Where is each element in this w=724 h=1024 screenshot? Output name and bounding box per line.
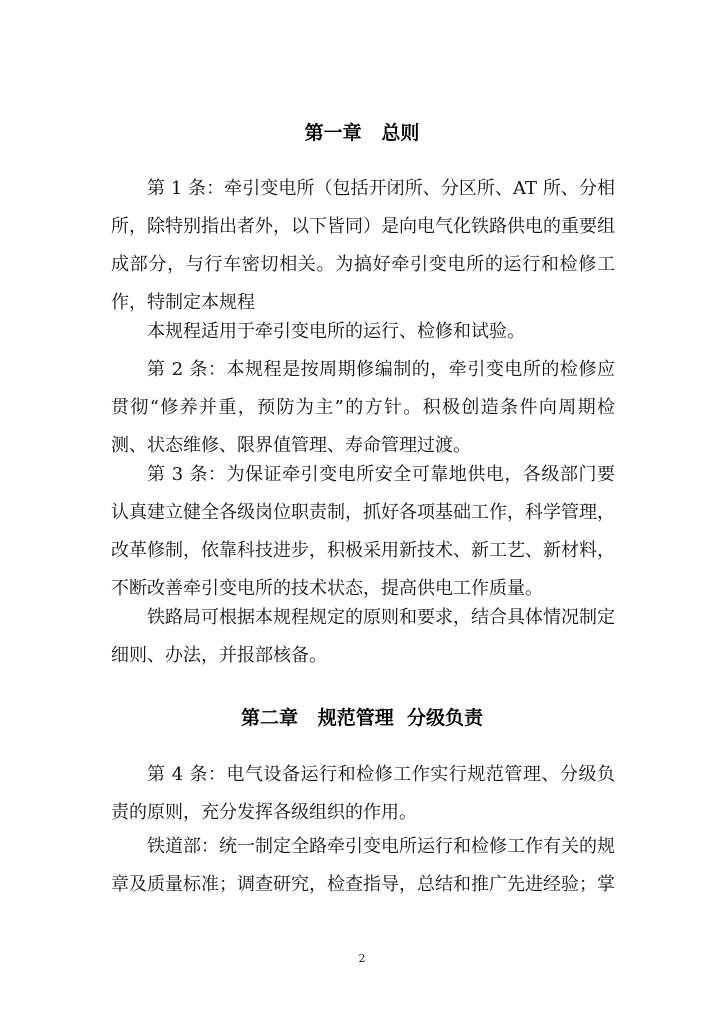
article-1-paragraph: 第 1 条：牵引变电所（包括开闭所、分区所、AT 所、分相所，除特别指出者外，以下皆同）是向电气化铁路供电的重要组成部分，与行车密切相关。为搞好牵引变电所的运行和检修工作，特制定本规程 — [111, 178, 615, 313]
railway-bureau-paragraph: 铁路局可根据本规程规定的原则和要求，结合具体情况制定细则、办法，并报部核备。 — [111, 607, 615, 666]
chapter-2-heading: 第二章 规范管理 分级负责 — [240, 707, 484, 729]
article-2-paragraph: 第 2 条：本规程是按周期修编制的，牵引变电所的检修应贯彻“修养并重，预防为主”的方针。积极创造条件向周期检测、状态维修、限界值管理、寿命管理过渡。 — [111, 359, 615, 456]
scope-paragraph: 本规程适用于牵引变电所的运行、检修和试验。 — [147, 321, 525, 342]
chapter-1-heading: 第一章 总则 — [304, 122, 420, 144]
ministry-paragraph: 铁道部：统一制定全路牵引变电所运行和检修工作有关的规章及质量标准；调查研究，检查指导，总结和推广先进经验；掌 — [111, 836, 615, 895]
article-4-paragraph: 第 4 条：电气设备运行和检修工作实行规范管理、分级负责的原则，充分发挥各级组织的作用。 — [111, 764, 615, 823]
article-3-paragraph: 第 3 条：为保证牵引变电所安全可靠地供电，各级部门要认真建立健全各级岗位职责制，抓好各项基础工作，科学管理，改革修制，依靠科技进步，积极采用新技术、新工艺、新材料，不断改善牵引变电所的技术状态，提高供电工作质量。 — [111, 464, 615, 599]
page-number: 2 — [358, 952, 366, 965]
